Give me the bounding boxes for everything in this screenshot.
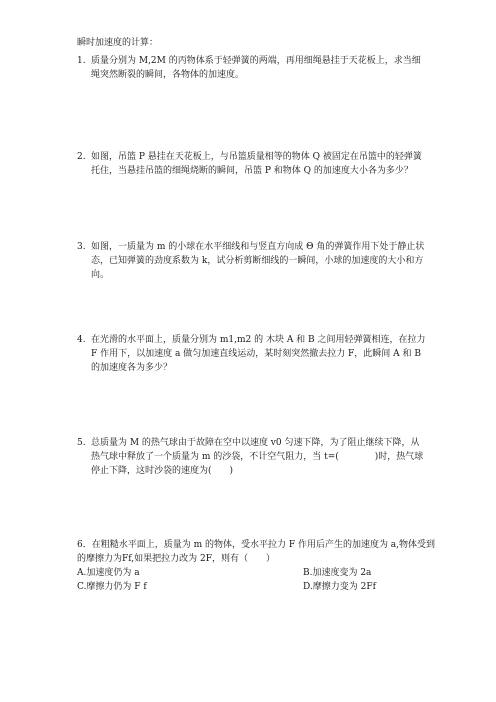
question-number: 3. bbox=[77, 242, 86, 252]
option-c: C.摩擦力仍为 F f bbox=[77, 582, 147, 592]
question-text: 如图，一质量为 m 的小球在水平细线和与竖直方向成 Θ 角的弹簧作用下处于静止状态，已知弹簧的劲度系数为 k，试分析剪断细线的一瞬间，小球的加速度的大小和方向。 bbox=[91, 242, 425, 280]
question-number: 4. bbox=[77, 335, 86, 345]
question-text: 在光滑的水平面上，质量分别为 m1,m2 的 木块 A 和 B 之间用轻弹簧相连，在拉力 F 作用下，以加速度 a 做匀加速直线运动，某时刻突然撤去拉力 F，此瞬间 A 和 B 的加速度各为多少？ bbox=[91, 335, 426, 373]
question-1 bbox=[77, 54, 427, 82]
question-5 bbox=[77, 436, 427, 478]
question-3 bbox=[77, 240, 427, 282]
question-text: 总质量为 M 的热气球由于故障在空中以速度 v0 匀速下降，为了阻止继续下降，从热气球中释放了一个质量为 m 的沙袋，不计空气阻力，当 t=( )时，热气球停止下降，这时沙袋的速度为( ) bbox=[91, 438, 424, 476]
question-number: 1. bbox=[77, 56, 86, 66]
question-text: 如图，吊篮 P 悬挂在天花板上，与吊篮质量相等的物体 Q 被固定在吊篮中的轻弹簧托住，当悬挂吊篮的细绳烧断的瞬间，吊篮 P 和物体 Q 的加速度大小各为多少？ bbox=[91, 152, 422, 176]
document-title: 瞬时加速度的计算： bbox=[77, 38, 159, 48]
question-number: 5. bbox=[77, 438, 86, 448]
question-6: 6．在粗糙水平面上，质量为 m 的物体，受水平拉力 F 作用后产生的加速度为 a,物体受到的摩擦力为Ff,如果把拉力改为 2F，则有（ ） bbox=[77, 540, 436, 564]
option-a: A.加速度仍为 a bbox=[77, 568, 140, 578]
question-4 bbox=[77, 333, 427, 375]
option-d: D.摩擦力变为 2Ff bbox=[303, 582, 376, 592]
question-text: 质量分别为 M,2M 的丙物体系于轻弹簧的两端，再用细绳悬挂于天花板上，求当细绳突然断裂的瞬间，各物体的加速度。 bbox=[91, 56, 421, 80]
question-2 bbox=[77, 150, 427, 178]
question-number: 2. bbox=[77, 152, 86, 162]
option-b: B.加速度变为 2a bbox=[303, 568, 372, 578]
